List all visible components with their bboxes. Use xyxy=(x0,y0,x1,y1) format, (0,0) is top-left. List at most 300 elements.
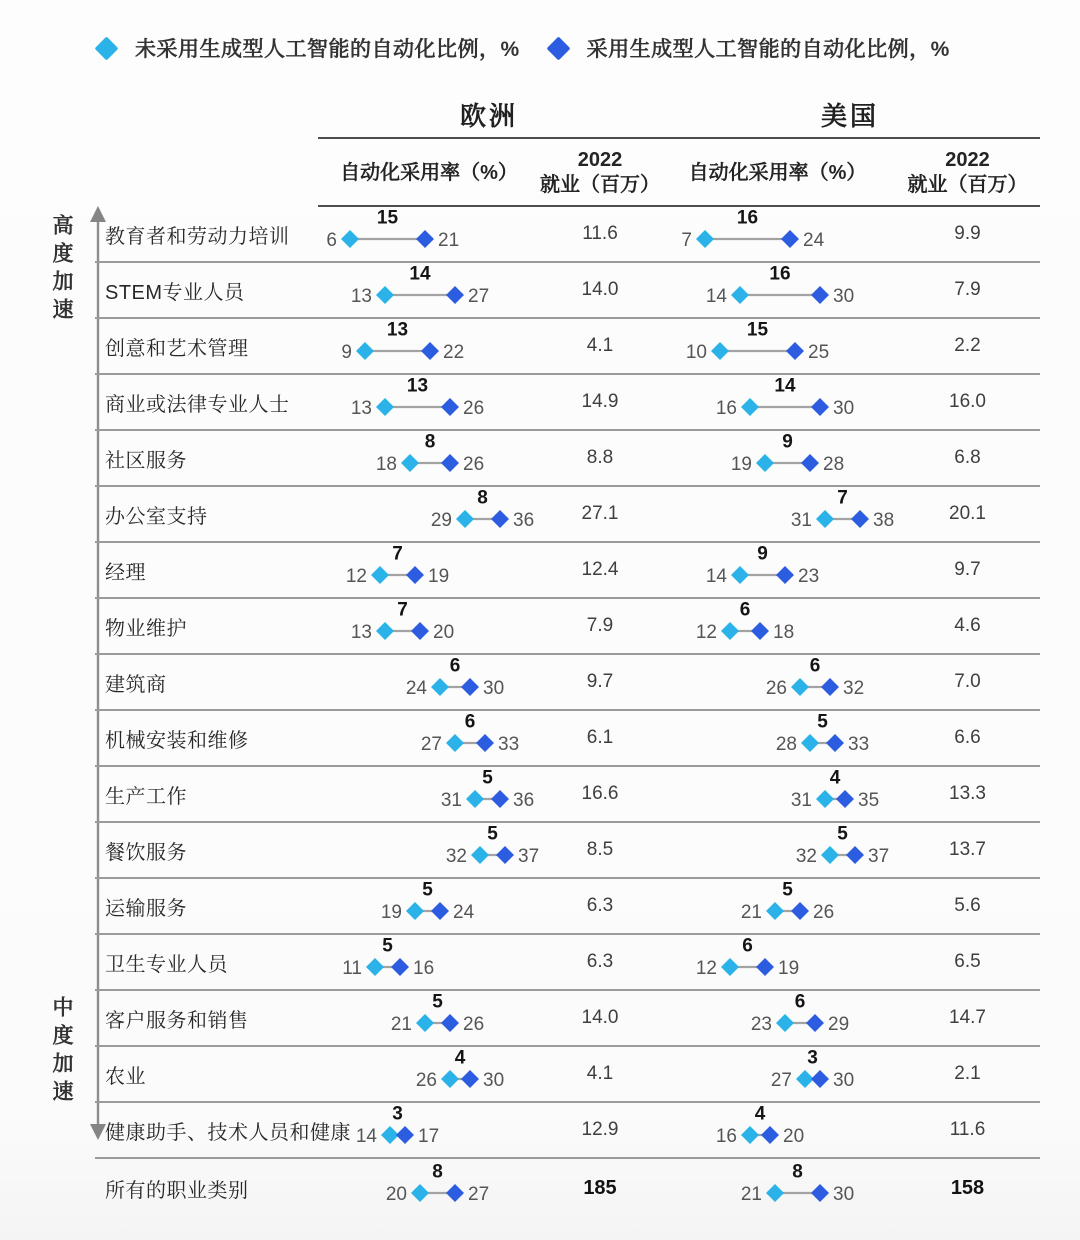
delta-label: 5 xyxy=(487,823,498,845)
with-value-label: 26 xyxy=(463,398,485,419)
without-genai-diamond-icon xyxy=(341,230,359,248)
us-employment-value: 7.0 xyxy=(954,671,981,692)
with-genai-diamond-icon xyxy=(821,678,839,696)
us-employment-value: 2.2 xyxy=(954,335,981,356)
us-dumbbell xyxy=(660,543,895,597)
delta-label: 15 xyxy=(746,319,769,341)
without-value-label: 31 xyxy=(790,790,812,811)
with-value-label: 28 xyxy=(823,454,845,475)
without-value-label: 16 xyxy=(715,1126,737,1147)
without-genai-diamond-icon xyxy=(456,510,474,528)
without-value-label: 26 xyxy=(415,1070,437,1091)
us-dumbbell xyxy=(660,879,895,933)
table-row xyxy=(95,1047,1040,1103)
delta-label: 6 xyxy=(742,935,753,957)
row-label: 机械安装和维修 xyxy=(105,729,249,752)
us-dumbbell xyxy=(660,767,895,821)
with-value-label: 33 xyxy=(848,734,870,755)
axis-label-high-acceleration: 高度加速 xyxy=(50,214,73,326)
europe-dumbbell xyxy=(318,319,540,373)
emp-header-year: 2022 xyxy=(945,149,990,171)
europe-employment-value: 6.3 xyxy=(586,895,614,916)
with-genai-diamond-icon xyxy=(491,790,509,808)
us-employment-value: 13.7 xyxy=(949,839,986,860)
europe-dumbbell xyxy=(318,935,540,989)
without-value-label: 20 xyxy=(385,1184,407,1205)
delta-label: 14 xyxy=(774,375,796,397)
without-genai-diamond-icon xyxy=(376,398,394,416)
row-label: 教育者和劳动力培训 xyxy=(105,225,290,248)
with-value-label: 30 xyxy=(483,1070,505,1091)
us-employment-value: 6.8 xyxy=(954,447,981,468)
delta-label: 6 xyxy=(464,711,476,733)
without-value-label: 26 xyxy=(765,678,787,699)
delta-label: 9 xyxy=(757,543,768,565)
row-label: 运输服务 xyxy=(105,897,187,920)
with-value-label: 30 xyxy=(833,1070,855,1091)
delta-label: 4 xyxy=(829,767,841,789)
with-genai-diamond-icon xyxy=(751,622,769,640)
without-value-label: 27 xyxy=(770,1070,792,1091)
us-employment-value: 6.5 xyxy=(954,951,981,972)
without-genai-diamond-icon xyxy=(696,230,714,248)
us-employment-value: 16.0 xyxy=(949,391,986,412)
europe-employment-value: 185 xyxy=(583,1176,617,1199)
with-value-label: 27 xyxy=(468,286,490,307)
delta-label: 7 xyxy=(392,543,403,565)
delta-label: 16 xyxy=(769,263,791,285)
table-body xyxy=(95,207,1040,1217)
europe-employment-value: 14.0 xyxy=(581,279,619,300)
with-value-label: 26 xyxy=(813,902,835,923)
with-genai-diamond-icon xyxy=(811,286,829,304)
without-genai-diamond-icon xyxy=(411,1184,429,1202)
delta-label: 6 xyxy=(739,599,751,621)
without-genai-diamond-icon xyxy=(756,454,774,472)
region-title-us: 美国 xyxy=(820,101,879,131)
with-value-label: 37 xyxy=(868,846,890,867)
with-genai-diamond-icon xyxy=(416,230,434,248)
without-value-label: 27 xyxy=(420,734,442,755)
with-genai-diamond-icon xyxy=(446,286,464,304)
delta-label: 13 xyxy=(386,319,409,341)
without-value-label: 13 xyxy=(350,286,372,307)
europe-dumbbell xyxy=(318,263,540,317)
without-value-label: 28 xyxy=(775,734,797,755)
europe-employment-value: 12.4 xyxy=(581,559,619,580)
delta-label: 6 xyxy=(449,655,461,677)
us-dumbbell xyxy=(660,935,895,989)
without-value-label: 23 xyxy=(750,1014,772,1035)
without-genai-diamond-icon xyxy=(401,454,419,472)
europe-employment-value: 27.1 xyxy=(581,503,619,524)
without-genai-diamond-icon xyxy=(446,734,464,752)
without-genai-diamond-icon xyxy=(431,678,449,696)
table-row xyxy=(95,879,1040,935)
table-row xyxy=(95,319,1040,375)
with-genai-diamond-icon xyxy=(806,1014,824,1032)
europe-dumbbell xyxy=(318,543,540,597)
without-genai-diamond-icon xyxy=(766,902,784,920)
delta-label: 14 xyxy=(409,263,431,285)
without-genai-diamond-icon xyxy=(376,286,394,304)
table-row xyxy=(95,1103,1040,1159)
europe-dumbbell xyxy=(318,1161,540,1215)
europe-dumbbell xyxy=(318,879,540,933)
europe-dumbbell xyxy=(318,767,540,821)
row-label: 社区服务 xyxy=(105,449,187,472)
table-row xyxy=(95,487,1040,543)
us-dumbbell xyxy=(660,711,895,765)
europe-employment-value: 11.6 xyxy=(582,223,618,244)
without-genai-diamond-icon xyxy=(471,846,489,864)
us-dumbbell xyxy=(660,319,895,373)
without-value-label: 21 xyxy=(390,1014,412,1035)
emp-header-unit: 就业（百万） xyxy=(907,174,1028,196)
with-value-label: 19 xyxy=(428,566,450,587)
europe-dumbbell xyxy=(318,1103,540,1157)
without-genai-diamond-icon xyxy=(776,1014,794,1032)
us-dumbbell xyxy=(660,991,895,1045)
europe-dumbbell xyxy=(318,655,540,709)
europe-dumbbell xyxy=(318,1047,540,1101)
table-row xyxy=(95,263,1040,319)
without-genai-diamond-icon xyxy=(466,790,484,808)
without-genai-diamond-icon xyxy=(721,622,739,640)
with-genai-diamond-icon xyxy=(756,958,774,976)
without-value-label: 19 xyxy=(380,902,402,923)
europe-dumbbell xyxy=(318,375,540,429)
delta-label: 7 xyxy=(397,599,408,621)
row-label: 办公室支持 xyxy=(105,505,208,528)
with-value-label: 38 xyxy=(873,510,895,531)
without-value-label: 32 xyxy=(445,846,467,867)
without-value-label: 13 xyxy=(350,398,372,419)
with-genai-diamond-icon xyxy=(421,342,439,360)
us-dumbbell xyxy=(660,207,895,261)
with-value-label: 20 xyxy=(783,1126,805,1147)
delta-label: 5 xyxy=(482,767,493,789)
axis-label-medium-acceleration: 中度加速 xyxy=(50,996,73,1108)
delta-label: 5 xyxy=(837,823,848,845)
us-employment-value: 13.3 xyxy=(949,783,986,804)
europe-employment-value: 8.8 xyxy=(586,447,614,468)
delta-label: 8 xyxy=(432,1161,443,1183)
without-genai-diamond-icon xyxy=(94,36,118,60)
table-row xyxy=(95,935,1040,991)
with-value-label: 21 xyxy=(438,230,460,251)
us-dumbbell xyxy=(660,823,895,877)
with-value-label: 37 xyxy=(518,846,540,867)
delta-label: 3 xyxy=(807,1047,818,1069)
europe-employment-value: 8.5 xyxy=(586,839,614,860)
delta-label: 6 xyxy=(794,991,806,1013)
without-genai-diamond-icon xyxy=(791,678,809,696)
table-row xyxy=(95,823,1040,879)
with-genai-diamond-icon xyxy=(811,1184,829,1202)
us-employment-value: 14.7 xyxy=(949,1007,986,1028)
europe-employment-value: 7.9 xyxy=(586,615,614,636)
col-header-us-employment xyxy=(895,146,1040,200)
europe-dumbbell xyxy=(318,599,540,653)
with-value-label: 30 xyxy=(833,1184,855,1205)
with-value-label: 25 xyxy=(808,342,830,363)
without-value-label: 12 xyxy=(695,622,717,643)
legend-item-with-genai xyxy=(550,33,950,63)
europe-dumbbell xyxy=(318,823,540,877)
europe-employment-value: 14.0 xyxy=(581,1007,619,1028)
without-value-label: 31 xyxy=(440,790,462,811)
without-value-label: 16 xyxy=(715,398,737,419)
with-value-label: 23 xyxy=(798,566,820,587)
without-value-label: 14 xyxy=(355,1126,377,1147)
us-dumbbell xyxy=(660,655,895,709)
with-value-label: 35 xyxy=(858,790,880,811)
delta-label: 5 xyxy=(422,879,433,901)
with-value-label: 20 xyxy=(433,622,455,643)
without-value-label: 24 xyxy=(405,678,427,699)
col-header-us-adoption: 自动化采用率（%） xyxy=(688,161,867,184)
without-value-label: 7 xyxy=(681,230,692,251)
without-value-label: 21 xyxy=(740,1184,762,1205)
delta-label: 7 xyxy=(837,487,848,509)
with-genai-diamond-icon xyxy=(836,790,854,808)
row-label: 健康助手、技术人员和健康 xyxy=(105,1121,351,1144)
table-row xyxy=(95,543,1040,599)
with-genai-diamond-icon xyxy=(396,1126,414,1144)
delta-label: 6 xyxy=(809,655,821,677)
delta-label: 15 xyxy=(376,207,399,229)
europe-employment-value: 4.1 xyxy=(586,1063,614,1084)
table-row xyxy=(95,767,1040,823)
without-genai-diamond-icon xyxy=(741,398,759,416)
legend-item-without-genai xyxy=(98,33,520,63)
region-title-europe: 欧洲 xyxy=(459,101,518,131)
with-value-label: 19 xyxy=(778,958,800,979)
with-genai-diamond-icon xyxy=(846,846,864,864)
europe-dumbbell xyxy=(318,431,540,485)
with-value-label: 30 xyxy=(483,678,505,699)
with-genai-diamond-icon xyxy=(406,566,424,584)
europe-employment-value: 6.3 xyxy=(586,951,614,972)
without-value-label: 13 xyxy=(350,622,372,643)
with-genai-diamond-icon xyxy=(496,846,514,864)
col-header-europe-adoption: 自动化采用率（%） xyxy=(340,161,518,184)
without-genai-diamond-icon xyxy=(406,902,424,920)
without-value-label: 32 xyxy=(795,846,817,867)
us-employment-value: 5.6 xyxy=(954,895,981,916)
without-genai-diamond-icon xyxy=(731,286,749,304)
with-genai-diamond-icon xyxy=(446,1184,464,1202)
us-dumbbell xyxy=(660,1161,895,1215)
with-genai-diamond-icon xyxy=(811,398,829,416)
without-value-label: 14 xyxy=(705,286,727,307)
us-dumbbell xyxy=(660,375,895,429)
with-value-label: 27 xyxy=(468,1184,490,1205)
without-genai-diamond-icon xyxy=(441,1070,459,1088)
without-genai-diamond-icon xyxy=(816,510,834,528)
with-genai-diamond-icon xyxy=(761,1126,779,1144)
with-value-label: 30 xyxy=(833,286,855,307)
without-value-label: 9 xyxy=(341,342,352,363)
without-value-label: 19 xyxy=(730,454,752,475)
europe-dumbbell xyxy=(318,991,540,1045)
us-employment-value: 20.1 xyxy=(949,503,986,524)
with-genai-diamond-icon xyxy=(791,902,809,920)
row-label: 客户服务和销售 xyxy=(105,1009,249,1032)
without-genai-diamond-icon xyxy=(741,1126,759,1144)
with-genai-diamond-icon xyxy=(476,734,494,752)
with-value-label: 36 xyxy=(513,790,535,811)
with-genai-diamond-icon xyxy=(851,510,869,528)
without-genai-diamond-icon xyxy=(816,790,834,808)
delta-label: 3 xyxy=(392,1103,403,1125)
table-row xyxy=(95,599,1040,655)
legend-label-without-genai: 未采用生成型人工智能的自动化比例，% xyxy=(135,38,520,61)
delta-label: 16 xyxy=(736,207,759,229)
row-label: STEM专业人员 xyxy=(105,281,245,304)
with-genai-diamond-icon xyxy=(441,398,459,416)
delta-label: 8 xyxy=(477,487,488,509)
delta-label: 13 xyxy=(406,375,429,397)
without-value-label: 18 xyxy=(375,454,397,475)
without-genai-diamond-icon xyxy=(821,846,839,864)
us-dumbbell xyxy=(660,599,895,653)
with-genai-diamond-icon xyxy=(441,1014,459,1032)
without-value-label: 6 xyxy=(326,230,337,251)
without-value-label: 31 xyxy=(790,510,812,531)
with-value-label: 26 xyxy=(463,1014,485,1035)
table-row xyxy=(95,991,1040,1047)
without-value-label: 12 xyxy=(695,958,717,979)
with-genai-diamond-icon xyxy=(461,1070,479,1088)
table-row xyxy=(95,1159,1040,1217)
without-genai-diamond-icon xyxy=(376,622,394,640)
europe-dumbbell xyxy=(318,207,540,261)
europe-dumbbell xyxy=(318,487,540,541)
without-value-label: 11 xyxy=(342,958,362,979)
europe-dumbbell xyxy=(318,711,540,765)
row-label: 卫生专业人员 xyxy=(105,953,228,976)
without-genai-diamond-icon xyxy=(766,1184,784,1202)
delta-label: 5 xyxy=(817,711,828,733)
without-value-label: 29 xyxy=(430,510,452,531)
with-genai-diamond-icon xyxy=(461,678,479,696)
us-employment-value: 11.6 xyxy=(949,1119,986,1140)
without-value-label: 21 xyxy=(740,902,762,923)
row-label: 生产工作 xyxy=(105,785,187,808)
table-row xyxy=(95,375,1040,431)
emp-header-unit: 就业（百万） xyxy=(540,174,660,196)
with-value-label: 16 xyxy=(413,958,435,979)
delta-label: 4 xyxy=(454,1047,466,1069)
europe-employment-value: 4.1 xyxy=(586,335,614,356)
us-employment-value: 7.9 xyxy=(954,279,981,300)
with-value-label: 26 xyxy=(463,454,485,475)
without-value-label: 12 xyxy=(345,566,367,587)
delta-label: 5 xyxy=(782,879,793,901)
table-row xyxy=(95,655,1040,711)
with-genai-diamond-icon xyxy=(546,36,570,60)
us-employment-value: 9.9 xyxy=(954,223,981,244)
with-value-label: 22 xyxy=(443,342,465,363)
table-row xyxy=(95,207,1040,263)
delta-label: 8 xyxy=(792,1161,803,1183)
delta-label: 5 xyxy=(432,991,443,1013)
with-genai-diamond-icon xyxy=(801,454,819,472)
with-value-label: 30 xyxy=(833,398,855,419)
without-genai-diamond-icon xyxy=(366,958,384,976)
legend-label-with-genai: 采用生成型人工智能的自动化比例，% xyxy=(586,38,950,61)
with-value-label: 29 xyxy=(828,1014,850,1035)
europe-employment-value: 6.1 xyxy=(586,727,614,748)
us-employment-value: 158 xyxy=(950,1176,985,1199)
with-genai-diamond-icon xyxy=(431,902,449,920)
europe-employment-value: 12.9 xyxy=(581,1119,619,1140)
without-genai-diamond-icon xyxy=(356,342,374,360)
row-label: 建筑商 xyxy=(105,673,167,696)
table-row xyxy=(95,431,1040,487)
us-employment-value: 9.7 xyxy=(954,559,981,580)
row-label: 物业维护 xyxy=(105,617,187,640)
europe-employment-value: 14.9 xyxy=(581,391,619,412)
with-value-label: 17 xyxy=(418,1126,440,1147)
us-dumbbell xyxy=(660,1047,895,1101)
us-employment-value: 4.6 xyxy=(954,615,981,636)
with-value-label: 24 xyxy=(453,902,475,923)
row-label: 经理 xyxy=(105,561,146,584)
us-dumbbell xyxy=(660,487,895,541)
row-label: 所有的职业类别 xyxy=(105,1179,249,1202)
without-genai-diamond-icon xyxy=(416,1014,434,1032)
without-genai-diamond-icon xyxy=(731,566,749,584)
europe-employment-value: 16.6 xyxy=(581,783,619,804)
without-genai-diamond-icon xyxy=(721,958,739,976)
with-genai-diamond-icon xyxy=(391,958,409,976)
with-genai-diamond-icon xyxy=(491,510,509,528)
with-genai-diamond-icon xyxy=(441,454,459,472)
us-employment-value: 6.6 xyxy=(954,727,981,748)
with-genai-diamond-icon xyxy=(781,230,799,248)
with-genai-diamond-icon xyxy=(776,566,794,584)
without-genai-diamond-icon xyxy=(801,734,819,752)
without-value-label: 14 xyxy=(705,566,727,587)
delta-label: 5 xyxy=(382,935,393,957)
with-genai-diamond-icon xyxy=(826,734,844,752)
us-dumbbell xyxy=(660,1103,895,1157)
with-value-label: 33 xyxy=(498,734,520,755)
us-employment-value: 2.1 xyxy=(954,1063,981,1084)
header-divider-top xyxy=(318,137,1040,139)
with-genai-diamond-icon xyxy=(811,1070,829,1088)
with-value-label: 18 xyxy=(773,622,795,643)
legend xyxy=(98,33,950,63)
delta-label: 8 xyxy=(424,431,436,453)
with-value-label: 24 xyxy=(803,230,825,251)
with-genai-diamond-icon xyxy=(786,342,804,360)
row-label: 商业或法律专业人士 xyxy=(105,393,290,416)
row-label: 餐饮服务 xyxy=(105,841,187,864)
us-dumbbell xyxy=(660,431,895,485)
row-label: 创意和艺术管理 xyxy=(105,337,249,360)
without-genai-diamond-icon xyxy=(711,342,729,360)
emp-header-year: 2022 xyxy=(577,149,623,171)
delta-label: 9 xyxy=(782,431,793,453)
col-header-europe-employment xyxy=(540,146,660,200)
europe-employment-value: 9.7 xyxy=(586,671,614,692)
delta-label: 4 xyxy=(754,1103,766,1125)
without-value-label: 10 xyxy=(685,342,707,363)
